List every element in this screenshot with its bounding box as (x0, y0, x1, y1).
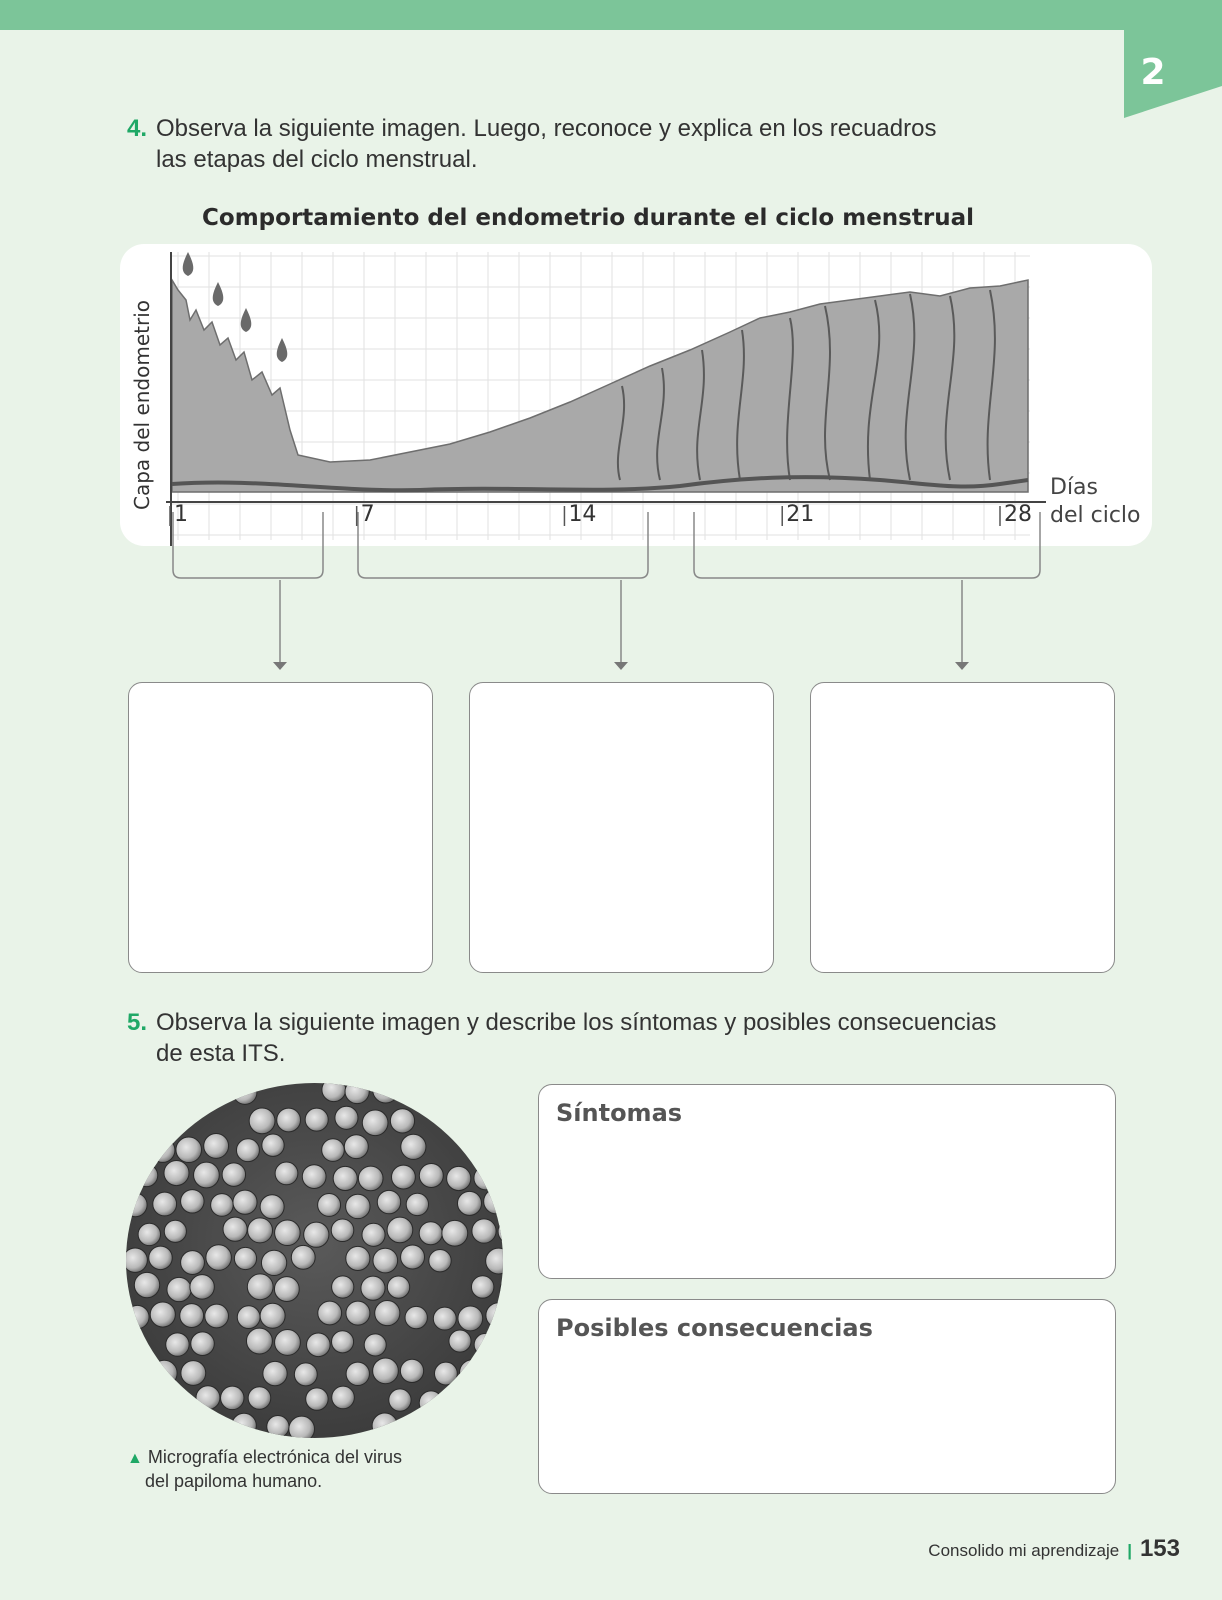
virus-particle (332, 1386, 355, 1409)
endometrium-illustration (172, 252, 1028, 492)
virus-particle (262, 1134, 284, 1156)
virus-particle (485, 1083, 503, 1106)
footer-separator: | (1127, 1541, 1132, 1560)
virus-particle (247, 1274, 273, 1300)
virus-particle (373, 1248, 398, 1273)
caption-line-2: del papiloma humano. (145, 1471, 323, 1491)
virus-particle (237, 1306, 260, 1329)
symptoms-title: Síntomas (556, 1099, 683, 1127)
virus-particle (263, 1361, 287, 1385)
stage-arrow-head (955, 662, 969, 670)
answer-box-stage-2[interactable] (469, 682, 774, 973)
virus-particle (405, 1306, 427, 1328)
virus-particle (406, 1193, 428, 1215)
endometrium-layer (172, 280, 1028, 492)
x-tick-label: 28 (1004, 502, 1032, 527)
virus-particle (233, 1190, 257, 1214)
virus-particle (137, 1107, 162, 1132)
page-footer (928, 1535, 1180, 1563)
virus-particle (151, 1138, 175, 1162)
virus-particle (361, 1276, 385, 1300)
virus-particle (419, 1163, 443, 1187)
virus-particle (291, 1245, 315, 1269)
virus-particle (474, 1166, 498, 1190)
virus-particle (304, 1222, 329, 1247)
x-tick-label: 14 (568, 502, 597, 527)
day-brackets (173, 512, 1040, 670)
consequences-box[interactable] (538, 1299, 1116, 1494)
question-4-number: 4. (127, 115, 148, 142)
virus-particle (164, 1220, 186, 1242)
virus-particle (460, 1360, 485, 1385)
virus-particle (194, 1162, 220, 1188)
virus-particle (457, 1191, 481, 1215)
virus-particle (335, 1106, 358, 1129)
virus-particle (474, 1106, 500, 1132)
virus-particle (246, 1328, 272, 1354)
virus-particle (135, 1164, 157, 1186)
virus-particle (167, 1277, 191, 1301)
virus-particle (275, 1220, 301, 1246)
virus-particle (447, 1166, 471, 1190)
virus-particle (471, 1276, 493, 1298)
hpv-micrograph-image (126, 1083, 503, 1438)
virus-particle (211, 1194, 234, 1217)
virus-particle (472, 1389, 494, 1411)
x-tick-label: 21 (786, 502, 815, 527)
virus-particle (372, 1413, 397, 1438)
virus-particle (126, 1193, 147, 1217)
virus-particle (346, 1362, 369, 1385)
consequences-title: Posibles consecuencias (556, 1314, 873, 1342)
virus-particle (274, 1277, 299, 1302)
virus-particle (390, 1109, 414, 1133)
virus-particle (445, 1385, 471, 1411)
virus-particle (318, 1193, 341, 1216)
virus-particle (429, 1250, 451, 1272)
virus-particle (138, 1389, 162, 1413)
virus-particle (484, 1189, 503, 1214)
virus-particle (306, 1388, 328, 1410)
page-number: 153 (1139, 1535, 1180, 1562)
virus-particle (126, 1414, 149, 1438)
virus-particle (289, 1416, 315, 1438)
virus-particle (164, 1161, 189, 1186)
virus-particle (181, 1251, 205, 1275)
virus-particle (294, 1363, 317, 1386)
virus-particle (261, 1250, 286, 1275)
chart-xlabel (1050, 474, 1140, 530)
x-tick-label: 1 (174, 502, 188, 527)
virus-particle (150, 1302, 175, 1327)
virus-particle (232, 1413, 257, 1438)
virus-particle (331, 1219, 354, 1242)
question-5-text: Observa la siguiente imagen y describe los síntomas y posibles consecuencias de esta ITS. (156, 1009, 997, 1067)
virus-particle (373, 1358, 399, 1384)
virus-particle (166, 1333, 189, 1356)
virus-particle (275, 1162, 298, 1185)
stage-arrow-head (273, 662, 287, 670)
virus-particle (248, 1218, 273, 1243)
virus-particle (153, 1192, 177, 1216)
virus-particle (389, 1389, 411, 1411)
xlabel-line-1: Días (1050, 475, 1098, 500)
virus-particle (233, 1083, 257, 1104)
virus-particle (181, 1190, 204, 1213)
xlabel-line-2: del ciclo (1050, 503, 1141, 528)
virus-particle (248, 1387, 271, 1410)
virus-particle (209, 1417, 234, 1438)
virus-particle (401, 1134, 426, 1159)
virus-particle (222, 1163, 245, 1186)
virus-particle (333, 1166, 357, 1190)
virus-particle (206, 1245, 232, 1271)
x-tick-label: 7 (360, 502, 375, 527)
virus-particle (126, 1305, 149, 1328)
virus-particle (260, 1303, 285, 1328)
virus-particle (332, 1276, 354, 1298)
stage-bracket (173, 512, 323, 578)
question-5 (127, 1007, 1027, 1069)
virus-particle (362, 1110, 388, 1136)
virus-particle (346, 1194, 370, 1218)
virus-particle (402, 1083, 425, 1104)
symptoms-box[interactable] (538, 1084, 1116, 1279)
virus-particle (377, 1190, 400, 1213)
virus-particle (180, 1418, 205, 1438)
virus-particle (249, 1108, 275, 1134)
virus-particle (205, 1304, 229, 1328)
virus-particle (332, 1331, 354, 1353)
virus-particle (344, 1135, 368, 1159)
virus-particle (434, 1362, 457, 1385)
virus-particle (318, 1301, 342, 1325)
virus-particle (387, 1276, 409, 1298)
virus-particle (205, 1083, 228, 1103)
virus-particle (345, 1083, 369, 1104)
virus-particle (151, 1360, 177, 1386)
caption-triangle-icon: ▲ (127, 1450, 143, 1467)
virus-particle (458, 1306, 483, 1331)
answer-box-stage-1[interactable] (128, 682, 433, 973)
virus-particle (307, 1333, 331, 1357)
virus-particle (322, 1139, 345, 1162)
virus-particle (126, 1083, 147, 1101)
virus-particle (419, 1222, 442, 1245)
caption-line-1: Micrografía electrónica del virus (147, 1447, 402, 1467)
virus-particle (277, 1108, 301, 1132)
virus-particle (221, 1386, 244, 1409)
virus-particle (429, 1418, 452, 1438)
virus-particle (237, 1139, 260, 1162)
virus-particle (401, 1245, 425, 1269)
chart-ylabel: Capa del endometrio (130, 300, 154, 510)
footer-section: Consolido mi aprendizaje (928, 1541, 1120, 1560)
virus-particle (204, 1134, 229, 1159)
virus-particle (196, 1386, 220, 1410)
virus-particle (474, 1333, 496, 1355)
virus-particle (444, 1107, 468, 1131)
virus-particle (322, 1083, 346, 1102)
endometrium-chart (0, 0, 1222, 690)
virus-particle (181, 1361, 206, 1386)
virus-particle (176, 1137, 202, 1163)
question-4-text: Observa la siguiente imagen. Luego, reconoce y explica en los recuadros las etapas del ciclo menstrual. (156, 115, 937, 173)
virus-particle (489, 1414, 503, 1437)
virus-particle (180, 1304, 204, 1328)
virus-particle (387, 1217, 413, 1243)
stage-arrow-head (614, 662, 628, 670)
virus-particle (223, 1217, 247, 1241)
virus-particle (150, 1083, 176, 1102)
virus-particle (400, 1359, 423, 1382)
virus-particle (362, 1223, 385, 1246)
virus-particle (190, 1275, 214, 1299)
virus-particle (260, 1195, 284, 1219)
virus-particle (346, 1246, 370, 1270)
virus-particle (375, 1301, 400, 1326)
chart-title: Comportamiento del endometrio durante el ciclo menstrual (202, 205, 974, 231)
virus-particle (153, 1415, 178, 1438)
virus-particle (178, 1083, 203, 1103)
virus-particle (405, 1416, 429, 1438)
virus-particle (459, 1083, 481, 1102)
virus-particle (433, 1307, 456, 1330)
photo-caption (127, 1446, 402, 1493)
chapter-number: 2 (1140, 52, 1166, 93)
virus-particle (358, 1166, 383, 1191)
virus-particle (305, 1108, 328, 1131)
virus-particle (267, 1415, 289, 1437)
virus-particle (234, 1247, 256, 1269)
virus-particle (392, 1165, 416, 1189)
virus-particle (275, 1330, 301, 1356)
virus-particle (442, 1220, 468, 1246)
virus-particle (346, 1301, 370, 1325)
virus-particle (191, 1332, 215, 1356)
virus-particle (134, 1272, 159, 1297)
answer-box-stage-3[interactable] (810, 682, 1115, 973)
virus-particle (126, 1136, 147, 1158)
virus-particle (449, 1330, 471, 1352)
virus-particle (364, 1334, 386, 1356)
virus-particle (126, 1248, 147, 1272)
virus-particle (138, 1223, 160, 1245)
virus-particle (149, 1246, 173, 1270)
virus-particle (163, 1106, 187, 1130)
stage-bracket (358, 512, 648, 578)
stage-bracket (694, 512, 1040, 578)
question-5-number: 5. (127, 1009, 148, 1036)
virus-particle (485, 1361, 503, 1386)
virus-particle (472, 1219, 496, 1243)
virus-particle (302, 1165, 326, 1189)
virus-particle (501, 1330, 503, 1354)
virus-particle (419, 1391, 443, 1415)
